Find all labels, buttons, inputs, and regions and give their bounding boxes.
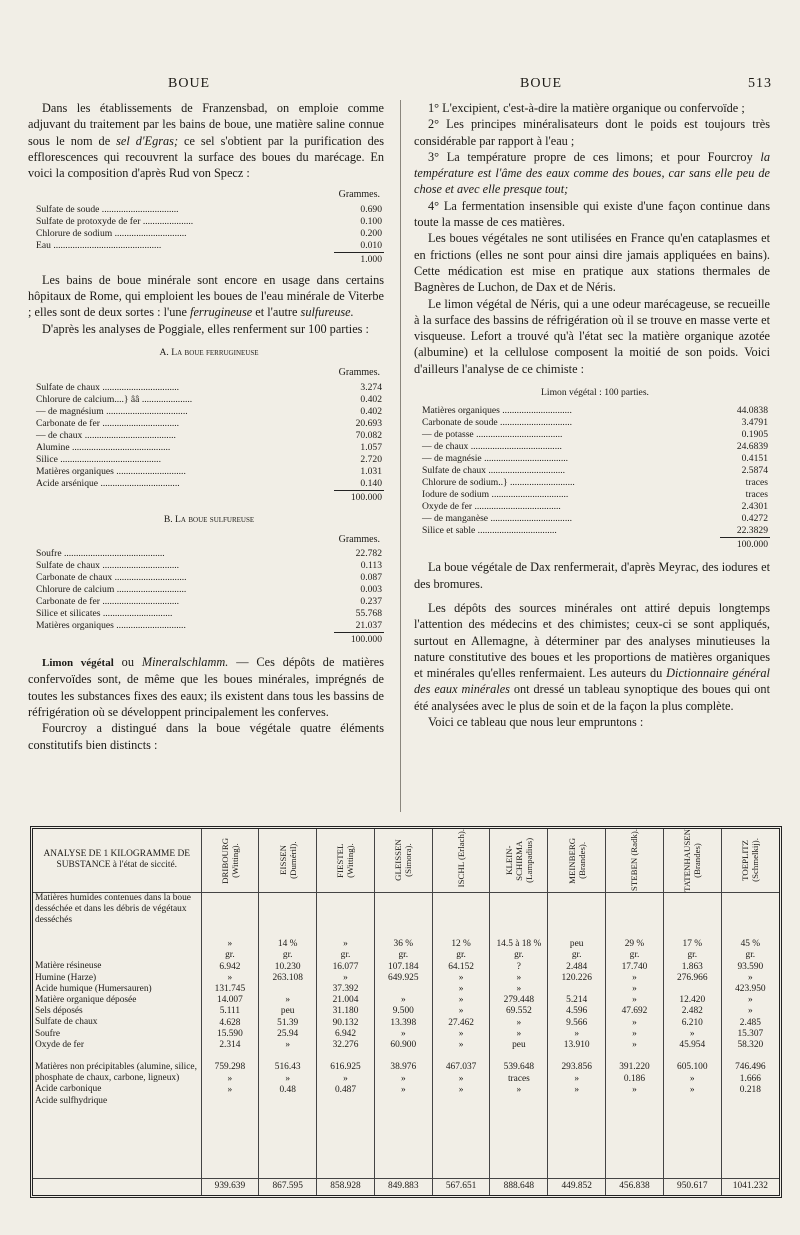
row-label: Chlorure de sodium .............................. — [36, 227, 187, 239]
row-label: Silice et sable ................................. — [422, 525, 557, 537]
row-label: Humine (Harze) — [35, 972, 97, 983]
row-value: 1.057 — [360, 441, 382, 453]
para-france: Les boues végétales ne sont utilisées en France qu'en cataplasmes et en frictions (elles ne sont pour ainsi dire jamais appliquées en bains). Cette médication est mise en pratique aux stations thermales de Bagnères de Luchon, de Dax et de Néris. — [414, 231, 770, 295]
para-depots: Les dépôts des sources minérales ont attiré depuis longtemps l'attention des médecins et des chimistes; ceux-ci se sont appliqués, surtout en Allemagne, à déterminer par des analyses minutieuses la nature constitutive des boues et les proportions de matières organiques et minérales qu'elles renfermaient. Les auteurs du Dictionnaire général des eaux minérales ont dressé un tableau synoptique des boues qui ont été analysées avec le plus de soin et de la façon la plus complète. — [414, 600, 770, 713]
table-head-label: ANALYSE DE 1 KILOGRAMME DE SUBSTANCE à l'état de siccité. — [33, 829, 201, 892]
table-row — [34, 406, 384, 418]
row-label: Iodure de sodium ................................ — [422, 489, 569, 501]
row-value: 0.100 — [360, 215, 382, 227]
row-label: Sulfate de soude ................................ — [36, 203, 179, 215]
row-label: Acide sulfhydrique — [35, 1095, 108, 1106]
column-values: gr. 1.863 276.966 12.420 2.482 6.210 » 45.954 605.100 » » — [663, 950, 721, 1178]
row-value: 70.082 — [355, 429, 382, 441]
row-value: 2.4301 — [741, 501, 768, 513]
table-row — [34, 478, 384, 491]
column-header: TOEPLITZ (Schmelkij). — [721, 829, 779, 892]
row-label: — de potasse .................................... — [422, 429, 563, 441]
table-boue-sulfureuse: B. La boue sulfureuse Grammes. Soufre .......................................... 22.782 Sulfate de chaux ................................ 0.113 Carbonate de chaux .............................. 0.087 Chlorure de calcium ............................. 0.003 Carbonate de fer ................................ 0.237 Silice et silicates ............................. 55.768 Matières organiques ............................. 21.037 100.000 — [36, 513, 382, 646]
row-label: Acide humique (Humersauren) — [35, 983, 152, 994]
column-divider — [400, 100, 401, 812]
moisture-value: 14 % — [259, 892, 317, 950]
row-label: Matières non précipitables (alumine, silice, phosphate de chaux, carbone, ligneux) — [35, 1061, 197, 1084]
column-header: DRIBOURG (Witting). — [201, 829, 259, 892]
row-label: Sulfate de chaux ................................ — [36, 560, 180, 572]
table-row — [34, 596, 384, 608]
table-row — [34, 548, 384, 560]
synoptic-table — [30, 826, 782, 1198]
row-label: — de magnésie ................................... — [422, 453, 569, 465]
table-row — [34, 608, 384, 620]
table-row — [34, 620, 384, 633]
table-row — [420, 417, 770, 429]
table-row — [34, 442, 384, 454]
column-total: 950.617 — [663, 1179, 721, 1196]
table-boue-ferrugineuse: A. La boue ferrugineuse Grammes. Sulfate de chaux ................................ 3.274 Chlorure de calcium....} ââ ..................... 0.402 — de magnésium .................................. 0.402 Carbonate de fer ................................ 20.693 — de chaux ...................................... 70.082 Alumine ......................................... 1.057 Silice .......................................... 2.720 Matières organiques ............................. 1.031 Acide arsénique ................................. 0.140 100.000 — [36, 346, 382, 503]
column-values: gr. ? » » 279.448 69.552 » » peu 539.648 traces » — [490, 950, 548, 1178]
row-value: 2.5874 — [741, 465, 768, 477]
column-total: 888.648 — [490, 1179, 548, 1196]
table-row — [34, 394, 384, 406]
row-label: Silice et silicates ............................. — [36, 608, 173, 620]
total-value: 1.000 — [334, 252, 384, 266]
row-label: Sels déposés — [35, 1006, 83, 1017]
table-row — [34, 382, 384, 394]
table-row — [34, 454, 384, 466]
column-values: gr. 17.740 » » » 47.692 » » » 391.220 0.186 » — [606, 950, 664, 1178]
moisture-value: » — [317, 892, 375, 950]
row-value: 0.200 — [360, 227, 382, 239]
column-header: MEINBERG (Brandes). — [548, 829, 606, 892]
table-row — [34, 418, 384, 430]
row-value: 0.690 — [360, 203, 382, 215]
table-row — [34, 228, 384, 240]
row-label: Matières organiques ............................. — [422, 405, 572, 417]
table-total-row — [34, 490, 384, 504]
table-row — [420, 429, 770, 441]
page-number: 513 — [748, 76, 772, 91]
right-column — [414, 100, 770, 730]
row-labels — [33, 950, 201, 1178]
row-label: Matières organiques ............................. — [36, 620, 186, 632]
table-row — [420, 513, 770, 525]
table-row — [34, 584, 384, 596]
element-1: 1° L'excipient, c'est-à-dire la matière organique ou confervoïde ; — [428, 101, 745, 115]
column-header: ISCHL (Erlach). — [432, 829, 490, 892]
table-total-row — [420, 538, 770, 552]
right-running-title: BOUE — [520, 76, 563, 91]
column-total: 939.639 — [201, 1179, 259, 1196]
column-header: KLEIN-SCHIRMA (Lampadius) — [490, 829, 548, 892]
left-column — [28, 100, 384, 753]
column-values: gr. 2.484 120.226 5.214 4.596 9.566 » 13.910 293.856 » » — [548, 950, 606, 1178]
row-value: 0.4272 — [741, 513, 768, 525]
row-label: Alumine ......................................... — [36, 441, 171, 453]
column-total: 867.595 — [259, 1179, 317, 1196]
row-value: 0.402 — [360, 405, 382, 417]
column-values: gr. 93.590 » 423.950 » » 2.485 15.307 58.320 746.496 1.666 0.218 — [721, 950, 779, 1178]
row-label: — de manganèse .................................. — [422, 513, 573, 525]
row-value: 22.782 — [355, 548, 382, 560]
moisture-value: 29 % — [606, 892, 664, 950]
column-header: FIESTEL (Witting). — [317, 829, 375, 892]
left-running-title: BOUE — [168, 76, 211, 91]
row-value: 24.6839 — [736, 441, 768, 453]
para-rome: Les bains de boue minérale sont encore en usage dans certains hôpitaux de Rome, qui emploient les boues de l'eau minérale de Viterbe ; elles sont de deux sortes : l'une ferrugineuse et l'autre sulfureuse. — [28, 272, 384, 320]
row-label: Chlorure de sodium..} ........................... — [422, 477, 575, 489]
column-total: 858.928 — [317, 1179, 375, 1196]
column-values: gr. 64.152 » » » » 27.462 » » 467.037 » » — [432, 950, 490, 1178]
row-label: Chlorure de calcium ............................. — [36, 584, 187, 596]
table-row — [420, 405, 770, 417]
row-value: 20.693 — [355, 417, 382, 429]
column-header: EISSEN (Duméril). — [259, 829, 317, 892]
column-values: gr. 6.942 » 131.745 14.007 5.111 4.628 15.590 2.314 759.298 » » — [201, 950, 259, 1178]
row-label: Carbonate de chaux .............................. — [36, 572, 187, 584]
total-value: 100.000 — [720, 538, 770, 552]
para-limon-vegetal: Limon végétal ou Mineralschlamm. — Ces dépôts de matières confervoïdes sont, de même que les boues minérales, imprégnés de toutes les substances fixes des eaux; ils existent dans tous les bassins de réfrigération où se développent principalement les conferves. — [28, 655, 384, 720]
total-value: 100.000 — [334, 490, 384, 504]
moisture-value: peu — [548, 892, 606, 950]
row-label: Matière résineuse — [35, 961, 102, 972]
moisture-value: 45 % — [721, 892, 779, 950]
column-total: 449.852 — [548, 1179, 606, 1196]
table-row — [34, 430, 384, 442]
column-values: gr. 10.230 263.108 » peu 51.39 25.94 » 516.43 » 0.48 — [259, 950, 317, 1178]
column-total: 456.838 — [606, 1179, 664, 1196]
row-value: 0.113 — [360, 560, 382, 572]
row-value: 22.3829 — [736, 525, 768, 537]
row-label: Sulfate de protoxyde de fer ..................... — [36, 215, 194, 227]
element-3: 3° La température propre de ces limons; et pour Fourcroy la température est l'âme des eaux comme des boues, car sans elle peu de chose et avec elle presque tout; — [414, 149, 770, 197]
table-row — [34, 466, 384, 478]
row-value: 0.140 — [360, 477, 382, 489]
para-dax: La boue végétale de Dax renfermerait, d'après Meyrac, des iodures et des bromures. — [414, 560, 770, 591]
row-label: Sulfate de chaux ................................ — [422, 465, 566, 477]
row-value: 0.237 — [360, 596, 382, 608]
row-value: 2.720 — [360, 453, 382, 465]
row-value: 21.037 — [355, 620, 382, 632]
row-value: 0.010 — [360, 239, 382, 251]
row-label: — de chaux ...................................... — [422, 441, 562, 453]
row-label: Sulfate de chaux — [35, 1017, 98, 1028]
row-label: Eau ............................................. — [36, 239, 162, 251]
row-value: 0.1905 — [741, 429, 768, 441]
column-header: TATENHAUSEN (Brandes) — [663, 829, 721, 892]
moisture-value: 14.5 à 18 % — [490, 892, 548, 950]
table-sel-egras: Grammes. Sulfate de soude ................................ 0.690 Sulfate de protoxyde de fer ..................... 0.100 Chlorure de sodium .............................. 0.200 Eau ............................................. 0.010 1.000 — [36, 189, 382, 265]
row-label: Soufre .......................................... — [36, 548, 165, 560]
row-label: Carbonate de fer ................................ — [36, 596, 180, 608]
table-total-row — [34, 252, 384, 266]
row-value: 44.0838 — [736, 405, 768, 417]
moisture-value: 12 % — [432, 892, 490, 950]
table-row — [420, 489, 770, 501]
row-value: 0.003 — [360, 584, 382, 596]
row-label: — de chaux ...................................... — [36, 429, 176, 441]
row-moisture-label: Matières humides contenues dans la boue desséchée et dans les débris de végétaux desséchés — [35, 892, 191, 926]
moisture-value: 36 % — [374, 892, 432, 950]
total-value: 100.000 — [334, 633, 384, 647]
element-4: 4° La fermentation insensible qui existe d'une façon continue dans toute la masse de ces matières. — [414, 198, 770, 230]
row-label: Oxyde de fer — [35, 1039, 84, 1050]
table-limon-neris: Limon végétal : 100 parties. Matières organiques ............................. 44.0838 Carbonate de soude .............................. 3.4791 — de potasse .................................... 0.1905 — de chaux ...................................... 24.6839 — de magnésie ................................... 0.4151 Sulfate de chaux ................................ 2.5874 Chlorure de sodium..} ........................... traces Iodure de sodium ................................ traces Oxyde de fer .................................... 2.4301 — de manganèse .................................. 0.4272 Silice et sable ................................. 22.3829 100.000 — [422, 387, 768, 551]
row-label: Acide carbonique — [35, 1084, 102, 1095]
row-value: 3.274 — [360, 381, 382, 393]
table-row — [420, 441, 770, 453]
table-row — [34, 216, 384, 228]
moisture-value: 17 % — [663, 892, 721, 950]
column-header: STEBEN (Radk). — [606, 829, 664, 892]
table-total-row — [34, 633, 384, 647]
row-label: Carbonate de fer ................................ — [36, 417, 180, 429]
table-row — [34, 572, 384, 584]
totals-label — [33, 1179, 201, 1196]
table-row — [420, 501, 770, 513]
column-total: 849.883 — [374, 1179, 432, 1196]
table-row — [34, 560, 384, 572]
row-label: Sulfate de chaux ................................ — [36, 381, 180, 393]
row-value: 1.031 — [360, 465, 382, 477]
column-total: 1041.232 — [721, 1179, 779, 1196]
row-value: 0.087 — [360, 572, 382, 584]
row-label: Soufre — [35, 1028, 60, 1039]
row-value: 0.4151 — [741, 453, 768, 465]
table-row — [34, 204, 384, 216]
row-value: 55.768 — [355, 608, 382, 620]
table-row — [34, 240, 384, 253]
table-row — [420, 477, 770, 489]
row-label: Matière organique déposée — [35, 994, 137, 1005]
para-poggiale: D'après les analyses de Poggiale, elles renferment sur 100 parties : — [42, 321, 369, 336]
table-row — [420, 525, 770, 538]
table-row — [420, 453, 770, 465]
element-2: 2° Les principes minéralisateurs dont le poids est toujours très considérable par rapport à l'eau ; — [414, 117, 770, 148]
row-value: 0.402 — [360, 393, 382, 405]
row-label: Matières organiques ............................. — [36, 465, 186, 477]
row-value: traces — [745, 489, 768, 501]
row-value: traces — [745, 477, 768, 489]
row-value: 3.4791 — [741, 417, 768, 429]
para-sel-egras: Dans les établissements de Franzensbad, on emploie comme adjuvant du traitement par les bains de boue, une matière saline connue sous le nom de sel d'Egras; ce sel s'obtient par la purification des efflorescences qui recouvrent la surface des boues du marécage. En voici la composition d'après Rud von Specz : — [28, 101, 384, 181]
row-label: Silice .......................................... — [36, 453, 161, 465]
moisture-value: » — [201, 892, 259, 950]
row-label: Chlorure de calcium....} ââ ..................... — [36, 393, 193, 405]
column-values: gr. 107.184 649.925 » 9.500 13.398 » 60.900 38.976 » » — [374, 950, 432, 1178]
column-total: 567.651 — [432, 1179, 490, 1196]
para-fourcroy: Fourcroy a distingué dans la boue végétale quatre éléments constitutifs bien distincts : — [28, 721, 384, 752]
column-header: GLEISSEN (Simora). — [374, 829, 432, 892]
row-label: Carbonate de soude .............................. — [422, 417, 573, 429]
table-row — [420, 465, 770, 477]
row-label: Acide arsénique ................................. — [36, 477, 180, 489]
para-neris: Le limon végétal de Néris, qui a une odeur marécageuse, se recueille à la surface des bassins de réfrigération où il se trouve en masse verte et visqueuse. Lefort a trouvé qu'à l'état sec la matière organique azotée (albumine) et la cellulose composent la moitié de son poids. Voici d'ailleurs l'analyse de ce chimiste : — [414, 296, 770, 376]
column-values: gr. 16.077 » 37.392 21.004 31.180 90.132 6.942 32.276 616.925 » 0.487 — [317, 950, 375, 1178]
para-tableau: Voici ce tableau que nous leur empruntons : — [428, 715, 644, 730]
row-label: — de magnésium .................................. — [36, 405, 188, 417]
row-label: Oxyde de fer .................................... — [422, 501, 561, 513]
